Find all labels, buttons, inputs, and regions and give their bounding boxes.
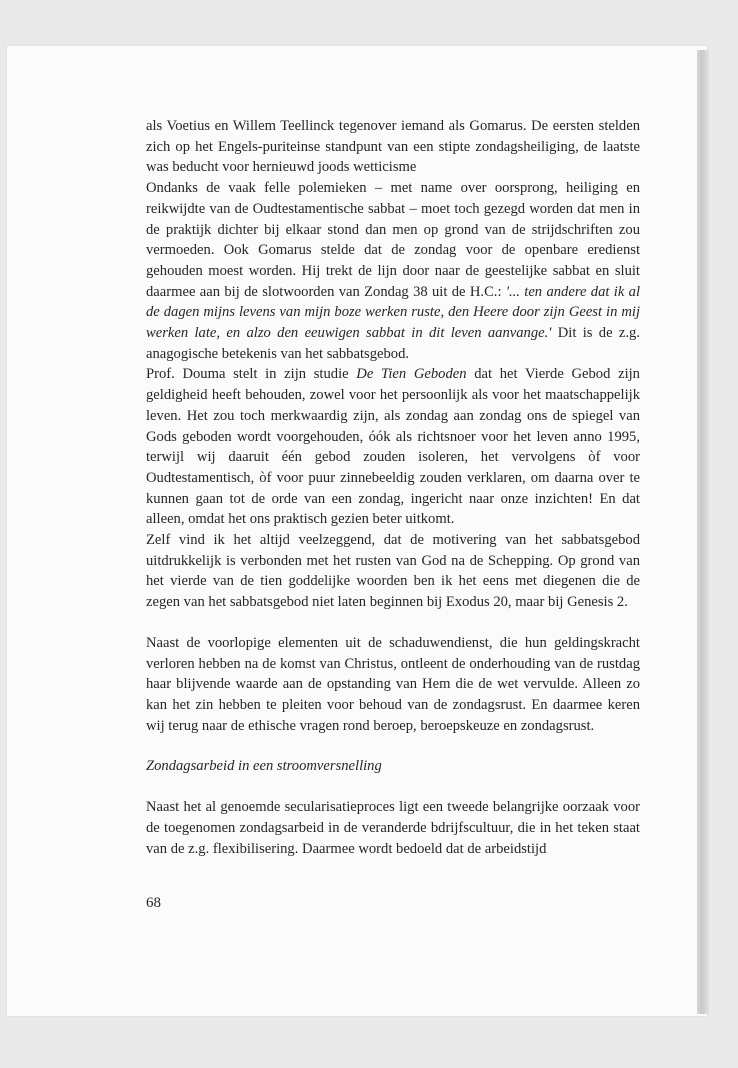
catechism-quote: '... ten andere dat ik al de dagen mijns levens van mijn boze werken ruste, den Heere door zijn Geest in mij werken late, en alzo den eeuwigen sabbat in dit leven aanvange.' xyxy=(146,283,640,342)
paragraph-2-text: Ondanks de vaak felle polemieken – met name over oorsprong, heiliging en reikwijdte van de Oudtestamentische sabbat – moet toch gezegd worden dat men in de praktijk dichter bij elkaar stond dan men op grond van de strijdschriften zou vermoeden. Ook Gomarus stelde dat de zondag voor de openbare eredienst gehouden moest worden. Hij trekt de lijn door naar de geestelijke sabbat en sluit daarmee aan bij de slotwoorden van Zondag 38 uit de H.C.: xyxy=(146,180,640,300)
page-number: 68 xyxy=(146,895,161,911)
paragraph-2 xyxy=(146,178,640,364)
paragraph-6: Naast het al genoemde secularisatieproces ligt een tweede belangrijke oorzaak voor de toegenomen zondagsarbeid in de veranderde bdrijfscultuur, die in het teken staat van de z.g. flexibilisering. Daarmee wordt bedoeld dat de arbeidstijd xyxy=(146,799,640,857)
paragraph-3-text: Prof. Douma stelt in zijn studie xyxy=(146,366,357,383)
paragraph-1: als Voetius en Willem Teellinck tegenover iemand als Gomarus. De eersten stelden zich op het Engels-puriteinse standpunt van een stipte zondagsheiliging, de laatste was beducht voor hernieuwd joods wetticisme xyxy=(146,118,640,176)
body-text xyxy=(146,116,640,859)
section-heading: Zondagsarbeid in een stroomversnelling xyxy=(146,758,382,775)
paragraph-2-tail: Dit is de z.g. anagogische betekenis van het sabbatsgebod. xyxy=(146,325,640,362)
paragraph-3-tail: dat het Vierde Gebod zijn geldigheid heeft behouden, zowel voor het persoonlijk als voor het maatschappelijk leven. Het zou toch merkwaardig zijn, als zondag aan zondag ons de spiegel van Gods geboden wordt voorgehouden, óók als richtsnoer voor het leven anno 1995, terwijl wij daaruit één gebod zouden isoleren, het vervolgens òf voor Oudtestamentisch, òf voor puur zinnebeeldig zouden verklaren, om daarna over te kunnen gaan tot de orde van een zondag, ingericht naar onze inzichten! En dat alleen, omdat het ons praktisch gezien beter uitkomt. xyxy=(146,366,640,528)
page-edge xyxy=(697,50,709,1014)
paragraph-4: Zelf vind ik het altijd veelzeggend, dat de motivering van het sabbatsgebod uitdrukkelijk is verbonden met het rusten van God na de Schepping. Op grond van het vierde van de tien goddelijke woorden ben ik het eens met diegenen die de zegen van het sabbatsgebod niet laten beginnen bij Exodus 20, maar bij Genesis 2. xyxy=(146,532,640,611)
paragraph-5: Naast de voorlopige elementen uit de schaduwendienst, die hun geldingskracht verloren hebben na de komst van Christus, ontleent de onderhouding van de rustdag haar blijvende waarde aan de opstanding van Hem die de wet vervulde. Alleen zo kan het zin hebben te pleiten voor behoud van de zondagsrust. En daarmee keren wij terug naar de ethische vragen rond beroep, beroepskeuze en zondagsrust. xyxy=(146,634,640,734)
paragraph-3 xyxy=(146,364,640,530)
book-title: De Tien Geboden xyxy=(356,366,467,383)
